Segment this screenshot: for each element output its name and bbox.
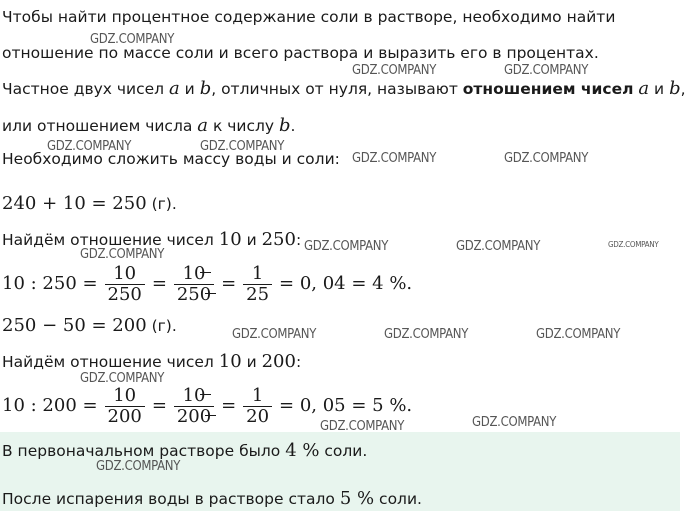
- watermark: GDZ.COMPANY: [80, 247, 165, 262]
- fraction: $\frac{10}{200}$: [105, 386, 145, 427]
- watermark: GDZ.COMPANY: [352, 151, 437, 166]
- watermark: GDZ.COMPANY: [384, 327, 469, 342]
- answer-line-1: В первоначальном растворе было 4 % соли.: [2, 440, 368, 461]
- step1-text: Необходимо сложить массу воды и соли:: [2, 150, 340, 168]
- watermark: GDZ.COMPANY: [352, 63, 437, 78]
- watermark: GDZ.COMPANY: [47, 139, 132, 154]
- step4-equation: 10 : 200 = $\frac{10}{200}$ = $\frac{10}{200}$ = $\frac{1}{20}$ = 0, 05 = 5 %.: [2, 385, 413, 427]
- watermark: GDZ.COMPANY: [456, 239, 541, 254]
- watermark: GDZ.COMPANY: [608, 240, 659, 249]
- answer-line-2: После испарения воды в растворе стало 5 % соли.: [2, 488, 422, 509]
- watermark: GDZ.COMPANY: [504, 151, 589, 166]
- definition-line-2: или отношением числа a к числу b.: [2, 115, 296, 136]
- step1-equation: 240 + 10 = 250 (г).: [2, 193, 177, 214]
- fraction: $\frac{1}{25}$: [243, 264, 272, 305]
- watermark: GDZ.COMPANY: [320, 419, 405, 434]
- step2-text: Найдём отношение чисел 10 и 250:: [2, 229, 302, 250]
- fraction: $\frac{10}{250}$: [105, 264, 145, 305]
- watermark: GDZ.COMPANY: [80, 371, 165, 386]
- watermark: GDZ.COMPANY: [232, 327, 317, 342]
- intro-line-1: Чтобы найти процентное содержание соли в растворе, необходимо найти: [2, 8, 616, 26]
- fraction-cancelled: $\frac{10}{250}$: [174, 264, 214, 305]
- fraction: $\frac{1}{20}$: [243, 386, 272, 427]
- intro-line-2: отношение по массе соли и всего раствора и выразить его в процентах.: [2, 44, 599, 62]
- watermark: GDZ.COMPANY: [536, 327, 621, 342]
- watermark: GDZ.COMPANY: [472, 415, 557, 430]
- watermark: GDZ.COMPANY: [96, 459, 181, 474]
- watermark: GDZ.COMPANY: [304, 239, 389, 254]
- step4-text: Найдём отношение чисел 10 и 200:: [2, 351, 302, 372]
- step3-equation: 250 − 50 = 200 (г).: [2, 315, 177, 336]
- definition-term: отношением чисел: [462, 80, 634, 98]
- fraction-cancelled: $\frac{10}{200}$: [174, 386, 214, 427]
- watermark: GDZ.COMPANY: [504, 63, 589, 78]
- step2-equation: 10 : 250 = $\frac{10}{250}$ = $\frac{10}{250}$ = $\frac{1}{25}$ = 0, 04 = 4 %.: [2, 263, 413, 305]
- definition-line-1: Частное двух чисел a и b, отличных от нуля, называют отношением чисел a и b,: [2, 78, 686, 99]
- watermark: GDZ.COMPANY: [90, 32, 175, 47]
- watermark: GDZ.COMPANY: [200, 139, 285, 154]
